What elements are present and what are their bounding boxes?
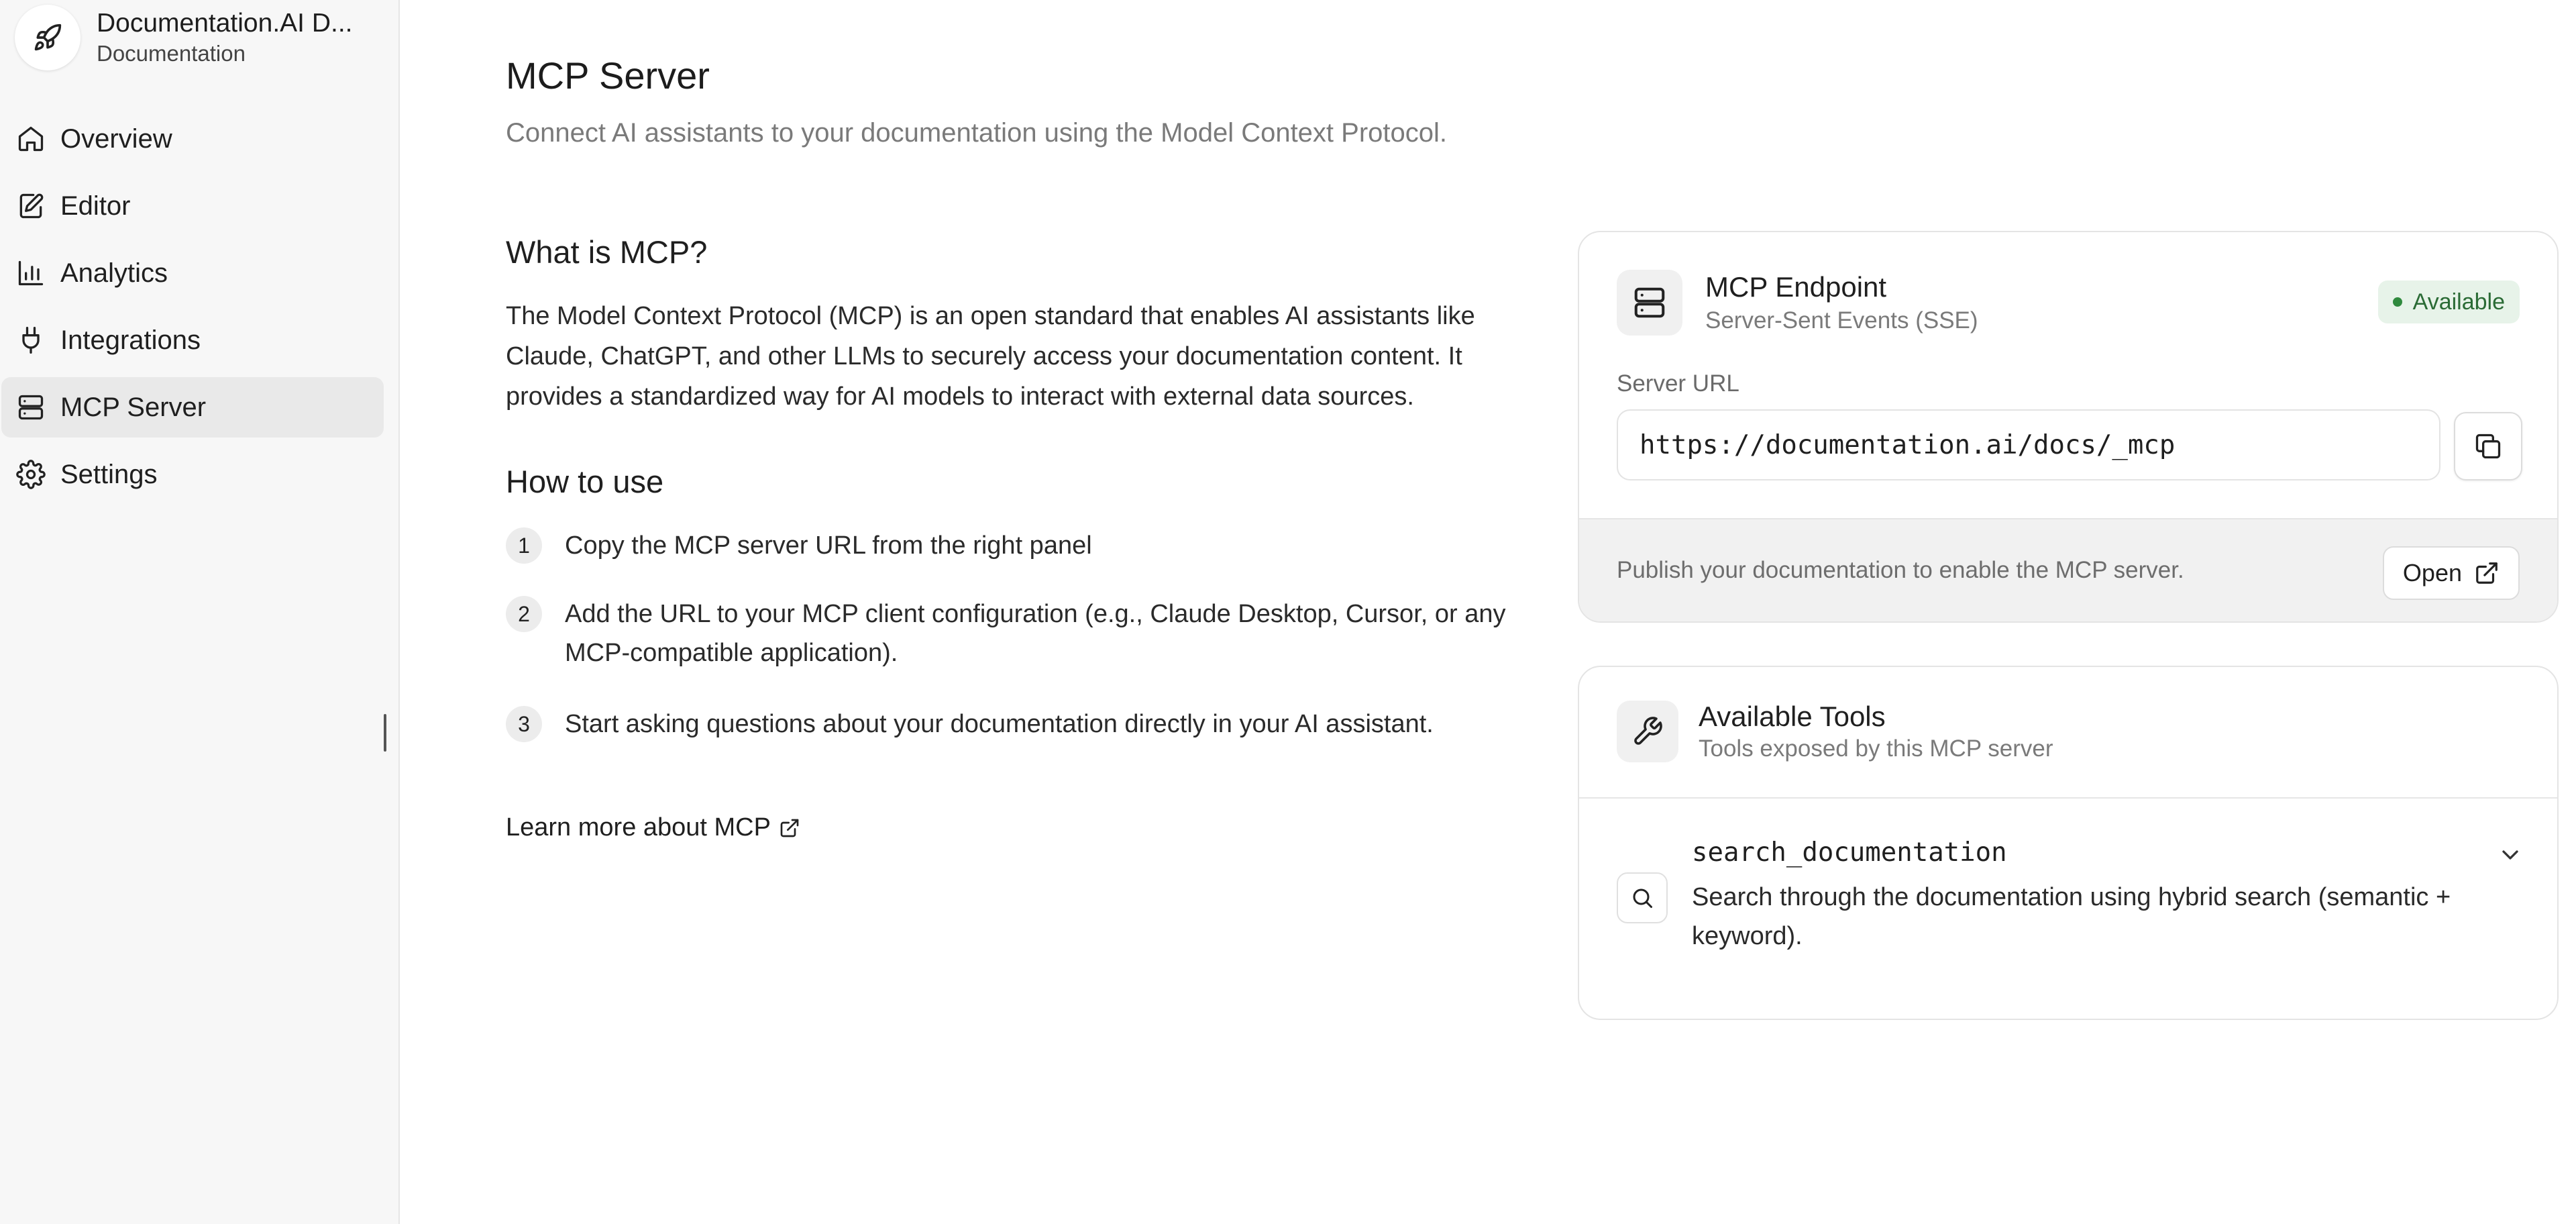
server-icon <box>1617 270 1682 336</box>
chevron-down-icon[interactable] <box>2497 842 2524 872</box>
bar-chart-icon <box>16 258 46 288</box>
what-is-mcp-text: The Model Context Protocol (MCP) is an open standard that enables AI assistants like Claude, ChatGPT, and other LLMs to securely access your documentation content. It provides a standardized way for AI models to interact with external data sources. <box>506 302 1475 411</box>
brand-text <box>97 9 372 66</box>
sidebar <box>0 0 400 1224</box>
open-button[interactable] <box>2383 546 2520 600</box>
workspace-switcher[interactable] <box>15 4 372 71</box>
sidebar-item-label: MCP Server <box>60 392 207 422</box>
sidebar-item-label: Analytics <box>60 258 168 288</box>
edit-icon <box>16 191 46 221</box>
status-dot <box>2393 297 2402 307</box>
step-item <box>506 526 1517 565</box>
step-text: Copy the MCP server URL from the right panel <box>565 531 1092 560</box>
copy-icon <box>2473 431 2503 461</box>
step-text: Start asking questions about your documentation directly in your AI assistant. <box>565 710 1434 738</box>
sidebar-item-label: Settings <box>60 459 158 489</box>
status-label: Available <box>2412 289 2505 315</box>
what-is-mcp-heading: What is MCP? <box>506 234 708 270</box>
external-link-icon <box>779 817 800 839</box>
endpoint-footer <box>1579 518 2557 623</box>
server-url-field[interactable]: https://documentation.ai/docs/_mcp <box>1617 409 2440 480</box>
endpoint-subtitle: Server-Sent Events (SSE) <box>1705 307 1978 334</box>
available-tools-card <box>1578 666 2559 1020</box>
sidebar-resize-handle[interactable] <box>384 714 386 752</box>
tool-name: search_documentation <box>1692 837 2007 868</box>
home-icon <box>16 124 46 154</box>
server-url-label: Server URL <box>1617 370 1739 397</box>
sidebar-item-analytics[interactable] <box>1 243 384 303</box>
step-item <box>506 705 1517 744</box>
learn-more-link[interactable] <box>506 813 800 842</box>
rocket-icon <box>15 5 80 70</box>
sidebar-item-overview[interactable] <box>1 109 384 169</box>
page-title: MCP Server <box>506 54 710 97</box>
step-number: 2 <box>506 596 542 632</box>
sidebar-item-label: Editor <box>60 191 131 221</box>
how-to-use-heading: How to use <box>506 464 664 499</box>
server-icon <box>16 393 46 422</box>
tool-description: Search through the documentation using hybrid search (semantic + keyword). <box>1692 883 2451 950</box>
tools-subtitle: Tools exposed by this MCP server <box>1699 735 2053 762</box>
search-icon <box>1617 872 1668 923</box>
page-subtitle: Connect AI assistants to your documentation using the Model Context Protocol. <box>506 118 1448 148</box>
plug-icon <box>16 325 46 355</box>
step-number: 3 <box>506 706 542 742</box>
status-badge <box>2378 280 2520 323</box>
mcp-endpoint-card <box>1578 231 2559 623</box>
open-button-label: Open <box>2402 559 2462 586</box>
sidebar-item-settings[interactable] <box>1 444 384 505</box>
sidebar-item-label: Overview <box>60 123 172 154</box>
sidebar-item-editor[interactable] <box>1 176 384 236</box>
workspace-type: Documentation <box>97 41 246 66</box>
wrench-icon <box>1617 701 1678 762</box>
sidebar-item-mcp-server[interactable] <box>1 377 384 438</box>
copy-url-button[interactable] <box>2454 412 2522 480</box>
step-text: Add the URL to your MCP client configuration (e.g., Claude Desktop, Cursor, or any MCP-compatible application). <box>565 600 1506 667</box>
tool-item[interactable] <box>1579 799 2557 1020</box>
step-item <box>506 595 1517 672</box>
learn-more-label: Learn more about MCP <box>506 813 771 842</box>
endpoint-title: MCP Endpoint <box>1705 271 1887 303</box>
publish-hint: Publish your documentation to enable the MCP server. <box>1617 557 2184 583</box>
workspace-name: Documentation.AI D... <box>97 9 353 38</box>
tools-title: Available Tools <box>1699 701 1886 732</box>
step-number: 1 <box>506 527 542 564</box>
sidebar-item-label: Integrations <box>60 325 201 355</box>
sidebar-item-integrations[interactable] <box>1 310 384 370</box>
gear-icon <box>16 460 46 489</box>
external-link-icon <box>2474 560 2500 586</box>
